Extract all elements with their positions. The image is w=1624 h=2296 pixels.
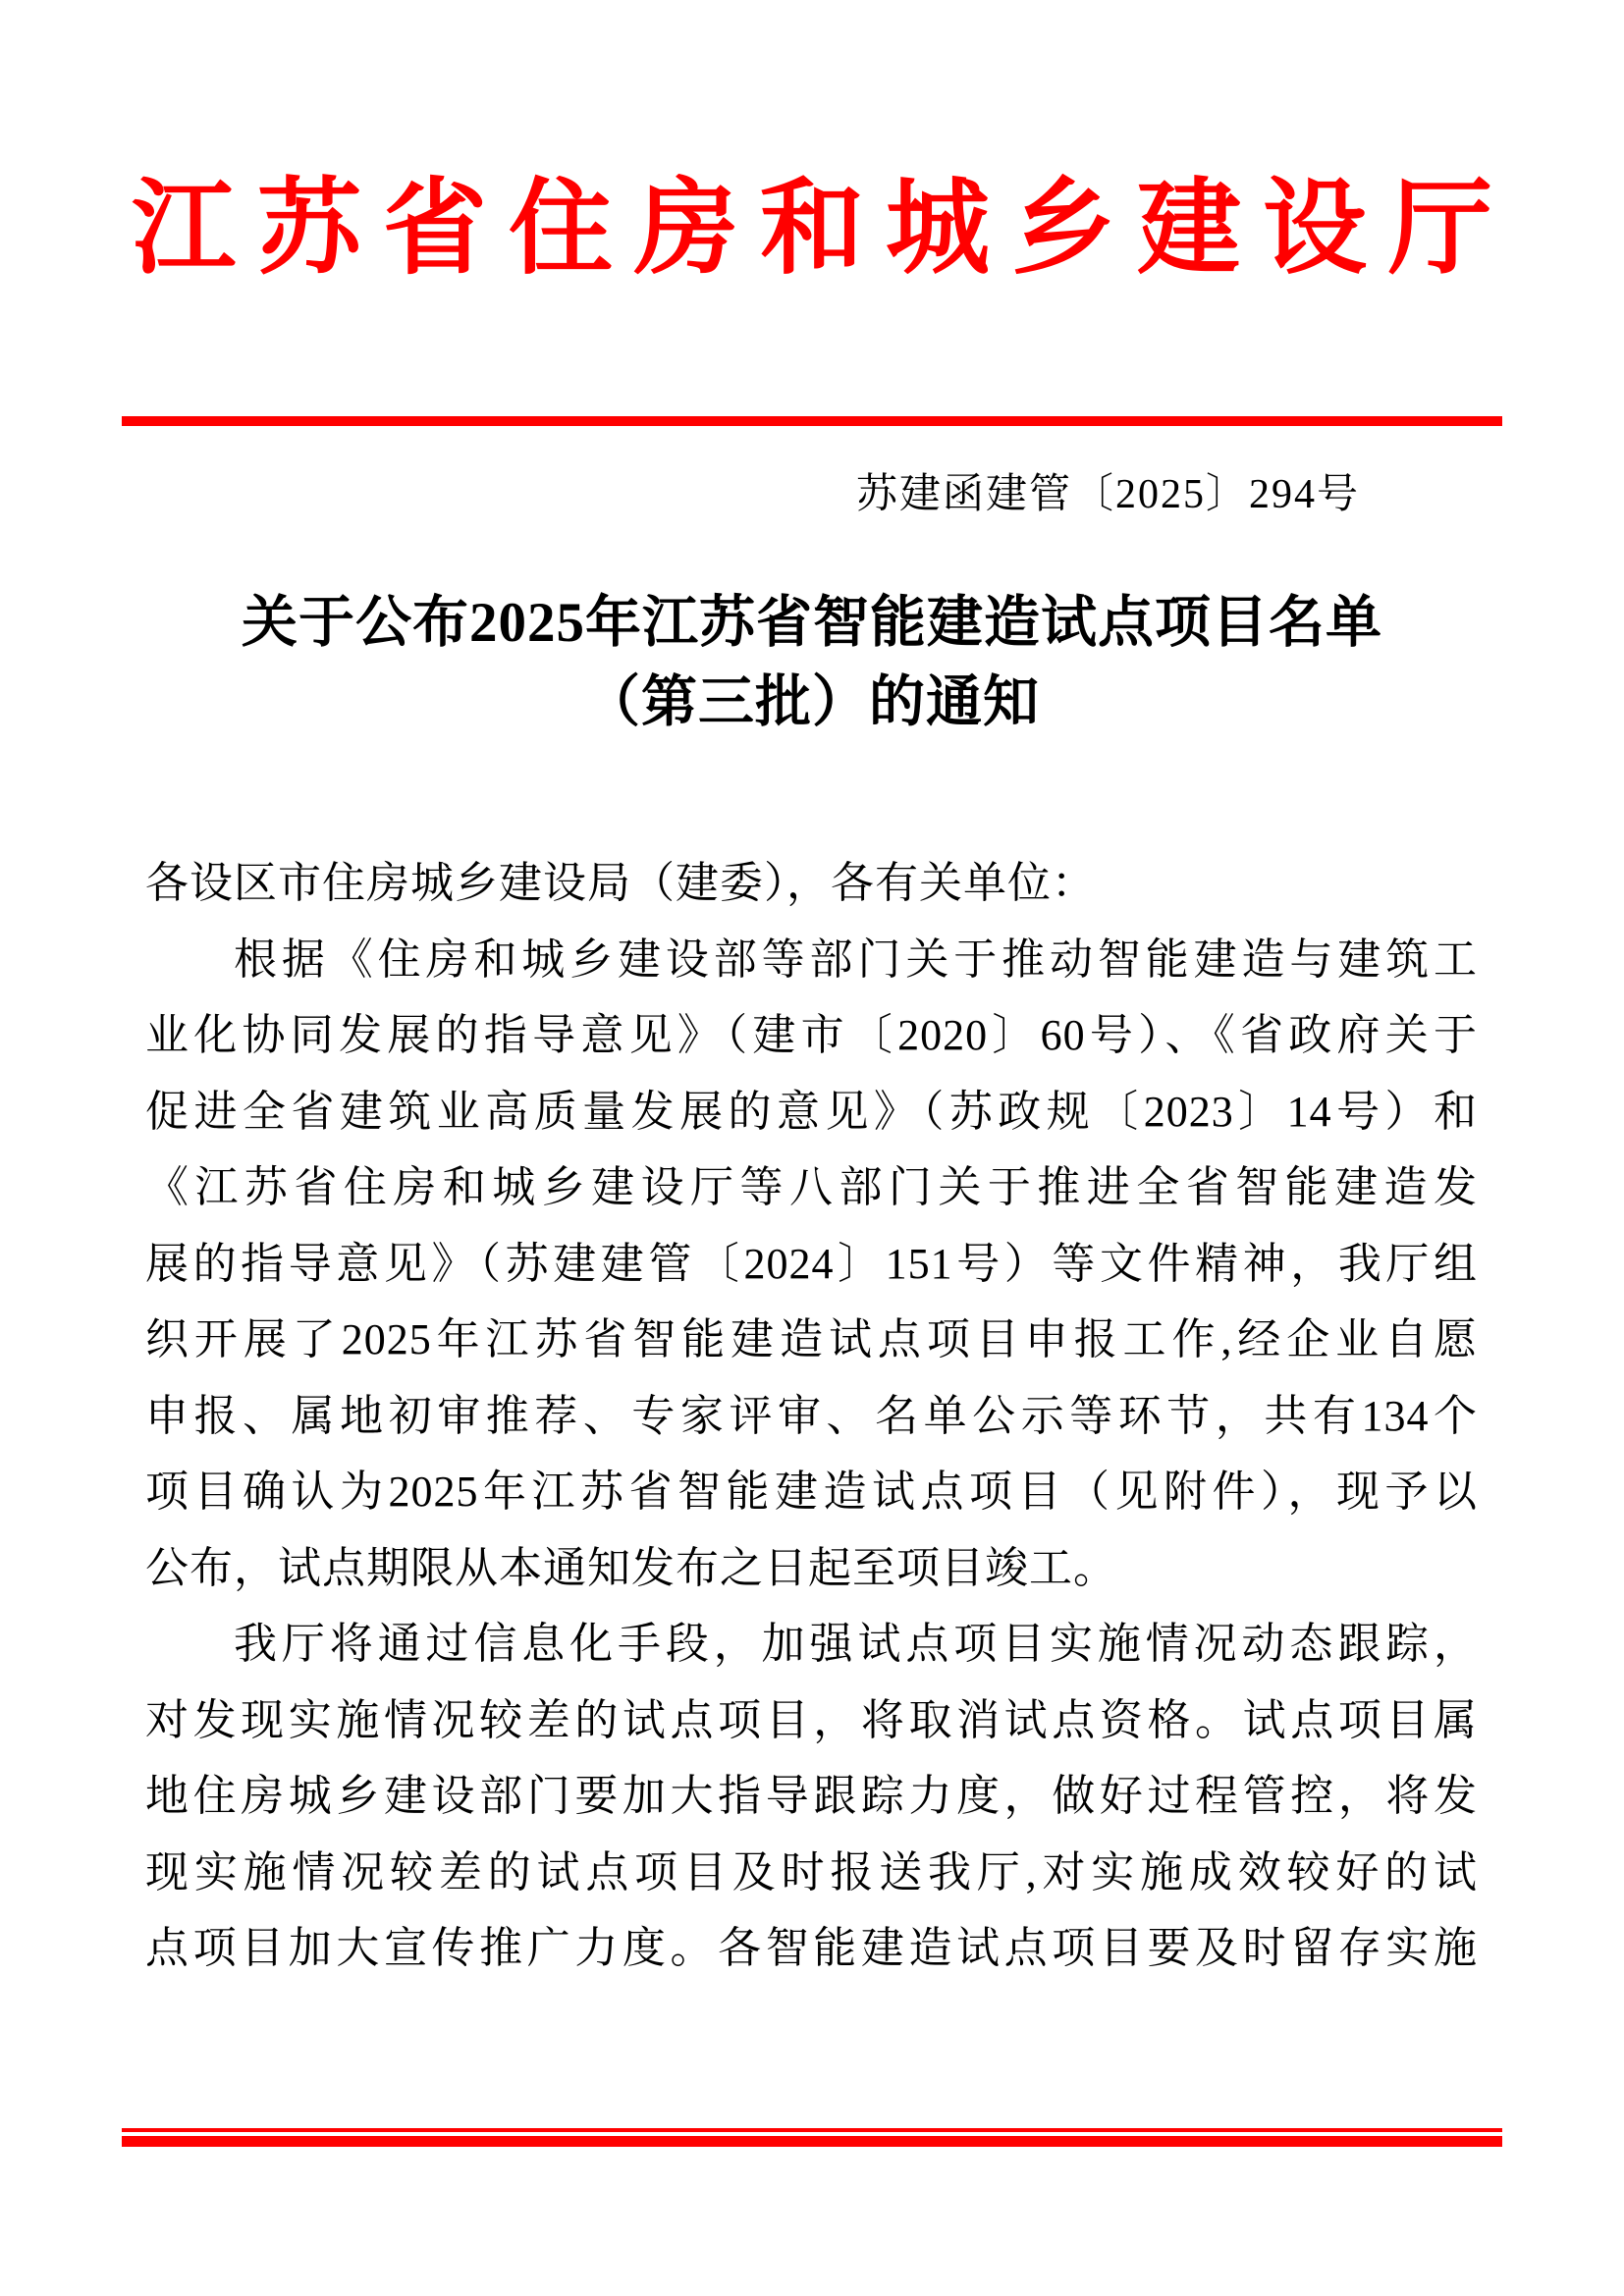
agency-name: 江苏省住房和城乡建设厅 bbox=[132, 172, 1514, 287]
notice-title-line2: （第三批）的通知 bbox=[584, 671, 1040, 733]
body-line: 申报、属地初审推荐、专家评审、名单公示等环节，共有134个 bbox=[145, 1391, 1478, 1440]
red-separator-rule bbox=[122, 416, 1502, 426]
notice-body bbox=[145, 845, 1478, 1987]
body-line: 对发现实施情况较差的试点项目，将取消试点资格。试点项目属 bbox=[145, 1695, 1478, 1744]
body-line: 点项目加大宣传推广力度。各智能建造试点项目要及时留存实施 bbox=[145, 1924, 1478, 1972]
document-number: 苏建函建管〔2025〕294号 bbox=[855, 472, 1360, 517]
bottom-rule-thin bbox=[122, 2128, 1502, 2132]
notice-title bbox=[145, 583, 1479, 742]
bottom-rule-thick bbox=[122, 2136, 1502, 2147]
body-line: 地住房城乡建设部门要加大指导跟踪力度，做好过程管控，将发 bbox=[145, 1772, 1478, 1820]
body-line: 公布，试点期限从本通知发布之日起至项目竣工。 bbox=[145, 1543, 1117, 1592]
notice-title-line1: 关于公布2025年江苏省智能建造试点项目名单 bbox=[242, 592, 1382, 654]
body-line: 根据《住房和城乡建设部等部门关于推动智能建造与建筑工 bbox=[234, 934, 1478, 984]
body-line: 项目确认为2025年江苏省智能建造试点项目（见附件），现予以 bbox=[145, 1468, 1478, 1516]
body-line: 促进全省建筑业高质量发展的意见》（苏政规〔2023〕14号）和 bbox=[145, 1087, 1478, 1136]
body-line: 现实施情况较差的试点项目及时报送我厅,对实施成效较好的试 bbox=[145, 1847, 1478, 1896]
body-line: 展的指导意见》（苏建建管〔2024〕151号）等文件精神，我厅组 bbox=[145, 1239, 1478, 1288]
body-line: 织开展了2025年江苏省智能建造试点项目申报工作,经企业自愿 bbox=[145, 1315, 1478, 1363]
body-line: 各设区市住房城乡建设局（建委），各有关单位： bbox=[145, 859, 1096, 907]
body-line: 我厅将通过信息化手段，加强试点项目实施情况动态跟踪， bbox=[234, 1620, 1478, 1668]
body-line: 《江苏省住房和城乡建设厅等八部门关于推进全省智能建造发 bbox=[145, 1163, 1478, 1211]
body-line: 业化协同发展的指导意见》（建市〔2020〕60号）、《省政府关于 bbox=[145, 1011, 1478, 1059]
